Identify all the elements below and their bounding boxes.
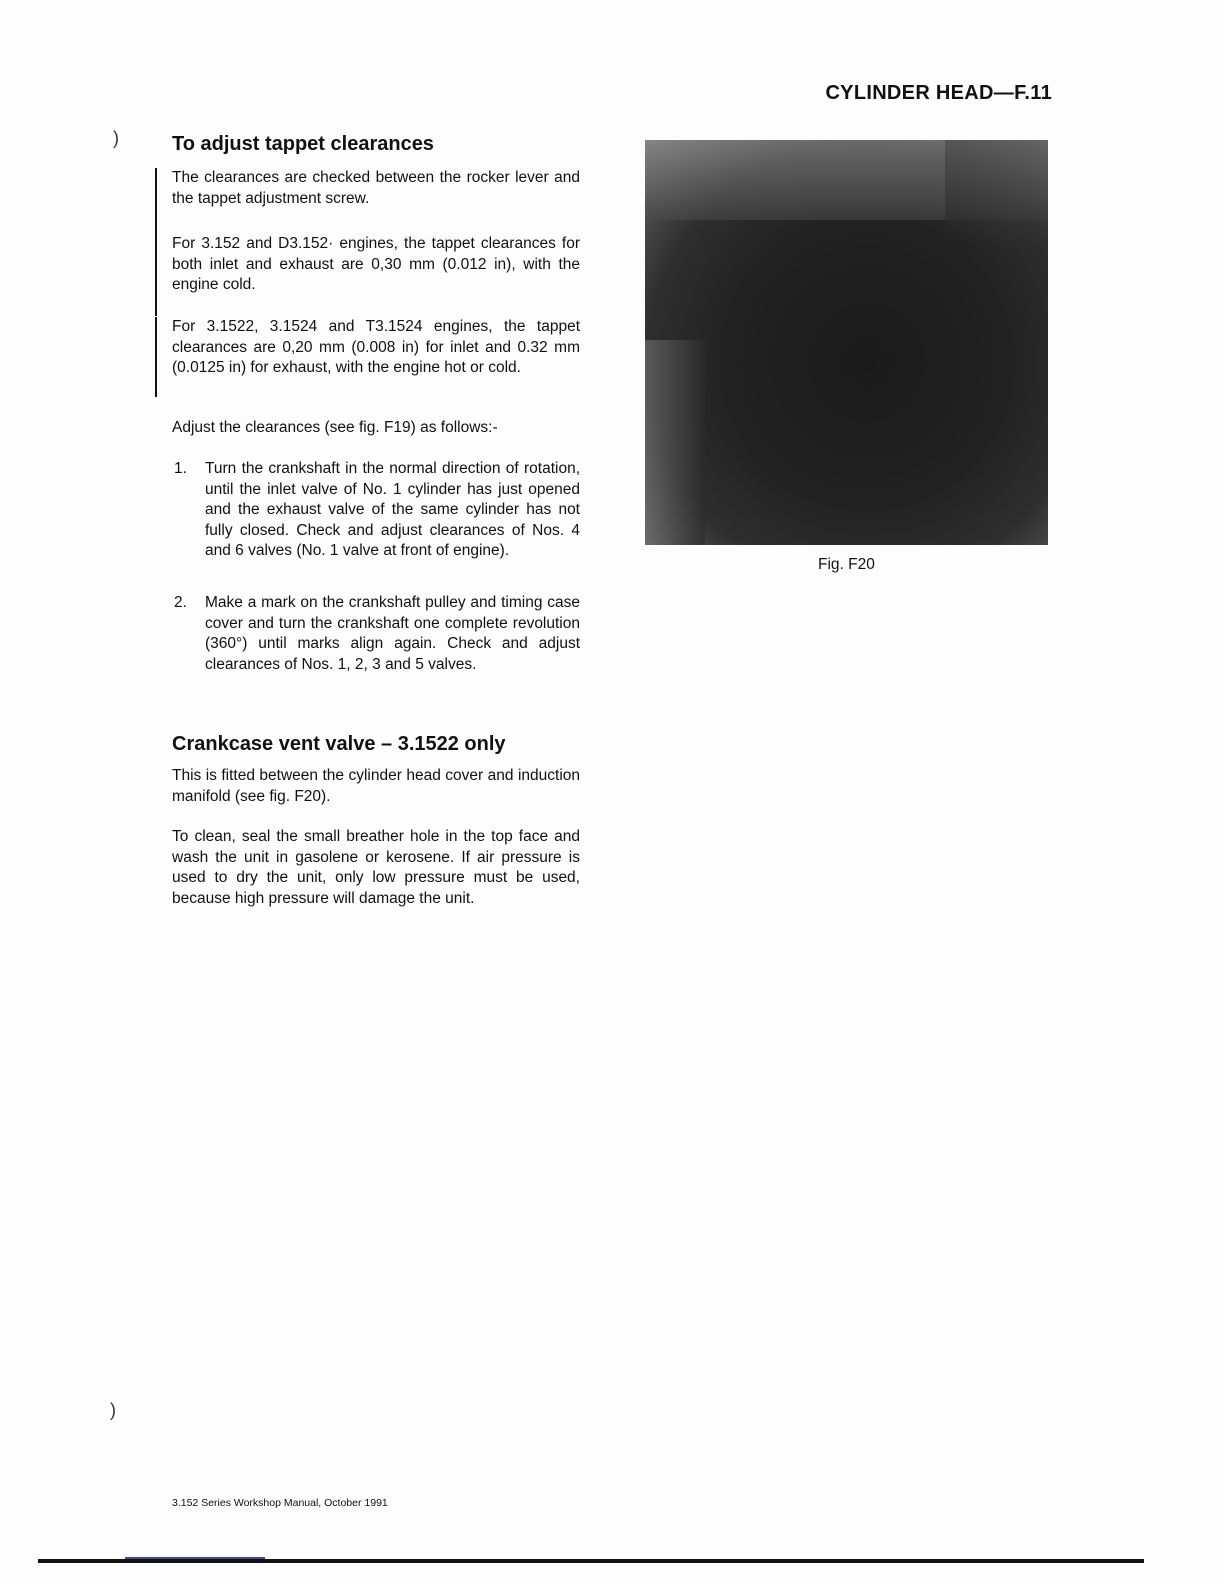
section-heading-tappet: To adjust tappet clearances [172,133,434,155]
binder-hole-mark: ) [113,128,119,148]
list-item [172,459,580,562]
figure-caption: Fig. F20 [818,556,875,573]
paragraph-text: For 3.1522, 3.1524 and T3.1524 engines, the tappet clearances are 0,20 mm (0.008 in) for inlet and 0.32 mm (0.0125 in) for exhaust, with the engine hot or cold. [172,318,580,376]
section-heading-crankcase: Crankcase vent valve – 3.1522 only [172,733,506,755]
list-item [172,593,580,675]
paragraph-adjust-intro [172,418,580,439]
paragraph-31522-clearances [172,317,580,379]
figure-f20-photo [645,140,1048,545]
paragraph-text: Adjust the clearances (see fig. F19) as follows:- [172,419,498,436]
step-text: Make a mark on the crankshaft pulley and timing case cover and turn the crankshaft one complete revolution (360°) until marks align again. Check and adjust clearances of Nos. 1, 2, 3 and 5 valves. [205,594,580,673]
main-column-lower [172,732,580,907]
paragraph-text: For 3.152 and D3.152· engines, the tappet clearances for both inlet and exhaust are 0,30 mm (0.012 in), with the engine cold. [172,235,580,293]
paragraph-text: To clean, seal the small breather hole in the top face and wash the unit in gasolene or kerosene. If air pressure is used to dry the unit, only low pressure must be used, because high pressure will damage the unit. [172,828,580,907]
paragraph-clearances-checked [172,168,580,209]
binder-hole-mark: ) [110,1400,116,1420]
bottom-rule [38,1559,1144,1563]
step-text: Turn the crankshaft in the normal direction of rotation, until the inlet valve of No. 1 cylinder has just opened and the exhaust valve of the same cylinder has not fully closed. Check and adjust clearances of Nos. 4 and 6 valves (No. 1 valve at front of engine). [205,460,580,559]
revision-bar [155,234,157,316]
paragraph-3152-clearances [172,234,580,296]
revision-bar [155,317,157,397]
page-header-title: CYLINDER HEAD—F.11 [825,82,1052,104]
step-number: 1. [174,460,187,477]
paragraph-text: The clearances are checked between the rocker lever and the tappet adjustment screw. [172,169,580,207]
step-number: 2. [174,594,187,611]
page-footer: 3.152 Series Workshop Manual, October 1991 [172,1497,388,1509]
paragraph-cleaning [172,827,580,909]
paragraph-fitted-between [172,766,580,807]
paragraph-text: This is fitted between the cylinder head cover and induction manifold (see fig. F20). [172,767,580,805]
bottom-rule-accent [125,1557,265,1559]
main-column [172,132,580,673]
